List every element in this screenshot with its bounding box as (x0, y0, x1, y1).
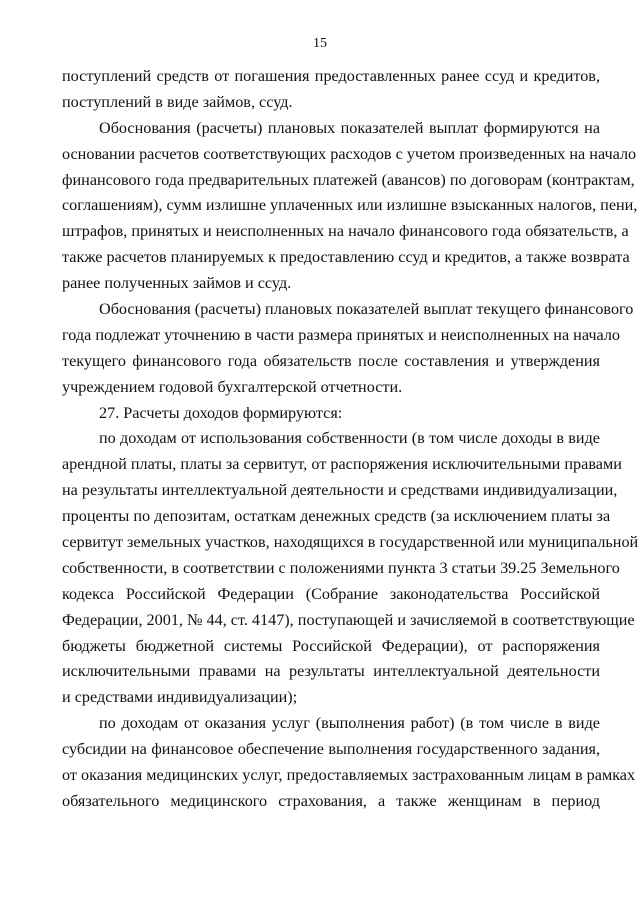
text-line: также расчетов планируемых к предоставлению ссуд и кредитов, а также возврата (62, 248, 630, 267)
text-line: на результаты интеллектуальной деятельности и средствами индивидуализации, (62, 481, 618, 500)
text-line: от оказания медицинских услуг, предоставляемых застрахованным лицам в рамках (62, 766, 636, 785)
text-line: штрафов, принятых и неисполненных на начало финансового года обязательств, а (62, 222, 629, 241)
text-line: основании расчетов соответствующих расходов с учетом произведенных на начало (62, 144, 637, 163)
text-line: сервитут земельных участков, находящихся в государственной или муниципальной (62, 533, 639, 552)
text-line: учреждением годовой бухгалтерской отчетности. (62, 377, 403, 396)
body-text (62, 64, 639, 815)
text-line: арендной платы, платы за сервитут, от распоряжения исключительными правами (62, 455, 622, 474)
text-line: и средствами индивидуализации); (62, 688, 298, 707)
text-line: бюджеты бюджетной системы Российской Федерации), от распоряжения (62, 636, 600, 655)
text-line: обязательного медицинского страхования, а также женщинам в период (62, 791, 600, 810)
text-line: текущего финансового года обязательств после составления и утверждения (62, 351, 600, 370)
text-line: года подлежат уточнению в части размера принятых и неисполненных на начало (62, 325, 621, 344)
text-line: по доходам от оказания услуг (выполнения работ) (в том числе в виде (99, 714, 600, 733)
text-line: Обоснования (расчеты) плановых показателей выплат текущего финансового (99, 300, 634, 319)
text-line: Обоснования (расчеты) плановых показателей выплат формируются на (99, 118, 600, 137)
text-line: поступлений средств от погашения предоставленных ранее ссуд и кредитов, (62, 67, 600, 85)
text-line: ранее полученных займов и ссуд. (62, 274, 292, 293)
text-line: по доходам от использования собственности (в том числе доходы в виде (99, 429, 600, 448)
text-line: соглашениям), сумм излишне уплаченных или излишне взысканных налогов, пени, (62, 196, 638, 215)
text-line: 27. Расчеты доходов формируются: (99, 403, 343, 422)
text-line: проценты по депозитам, остаткам денежных средств (за исключением платы за (62, 507, 611, 526)
text-line: поступлений в виде займов, ссуд. (62, 92, 293, 111)
page-number: 15 (313, 36, 327, 51)
text-line: субсидии на финансовое обеспечение выполнения государственного задания, (62, 740, 600, 759)
text-line: собственности, в соответствии с положениями пункта 3 статьи 39.25 Земельного (62, 558, 620, 577)
text-line: финансового года предварительных платежей (авансов) по договорам (контрактам, (62, 170, 635, 189)
text-line: Федерации, 2001, № 44, ст. 4147), поступающей и зачисляемой в соответствующие (62, 610, 635, 629)
text-line: кодекса Российской Федерации (Собрание законодательства Российской (62, 584, 600, 603)
text-line: исключительными правами на результаты интеллектуальной деятельности (62, 662, 600, 681)
